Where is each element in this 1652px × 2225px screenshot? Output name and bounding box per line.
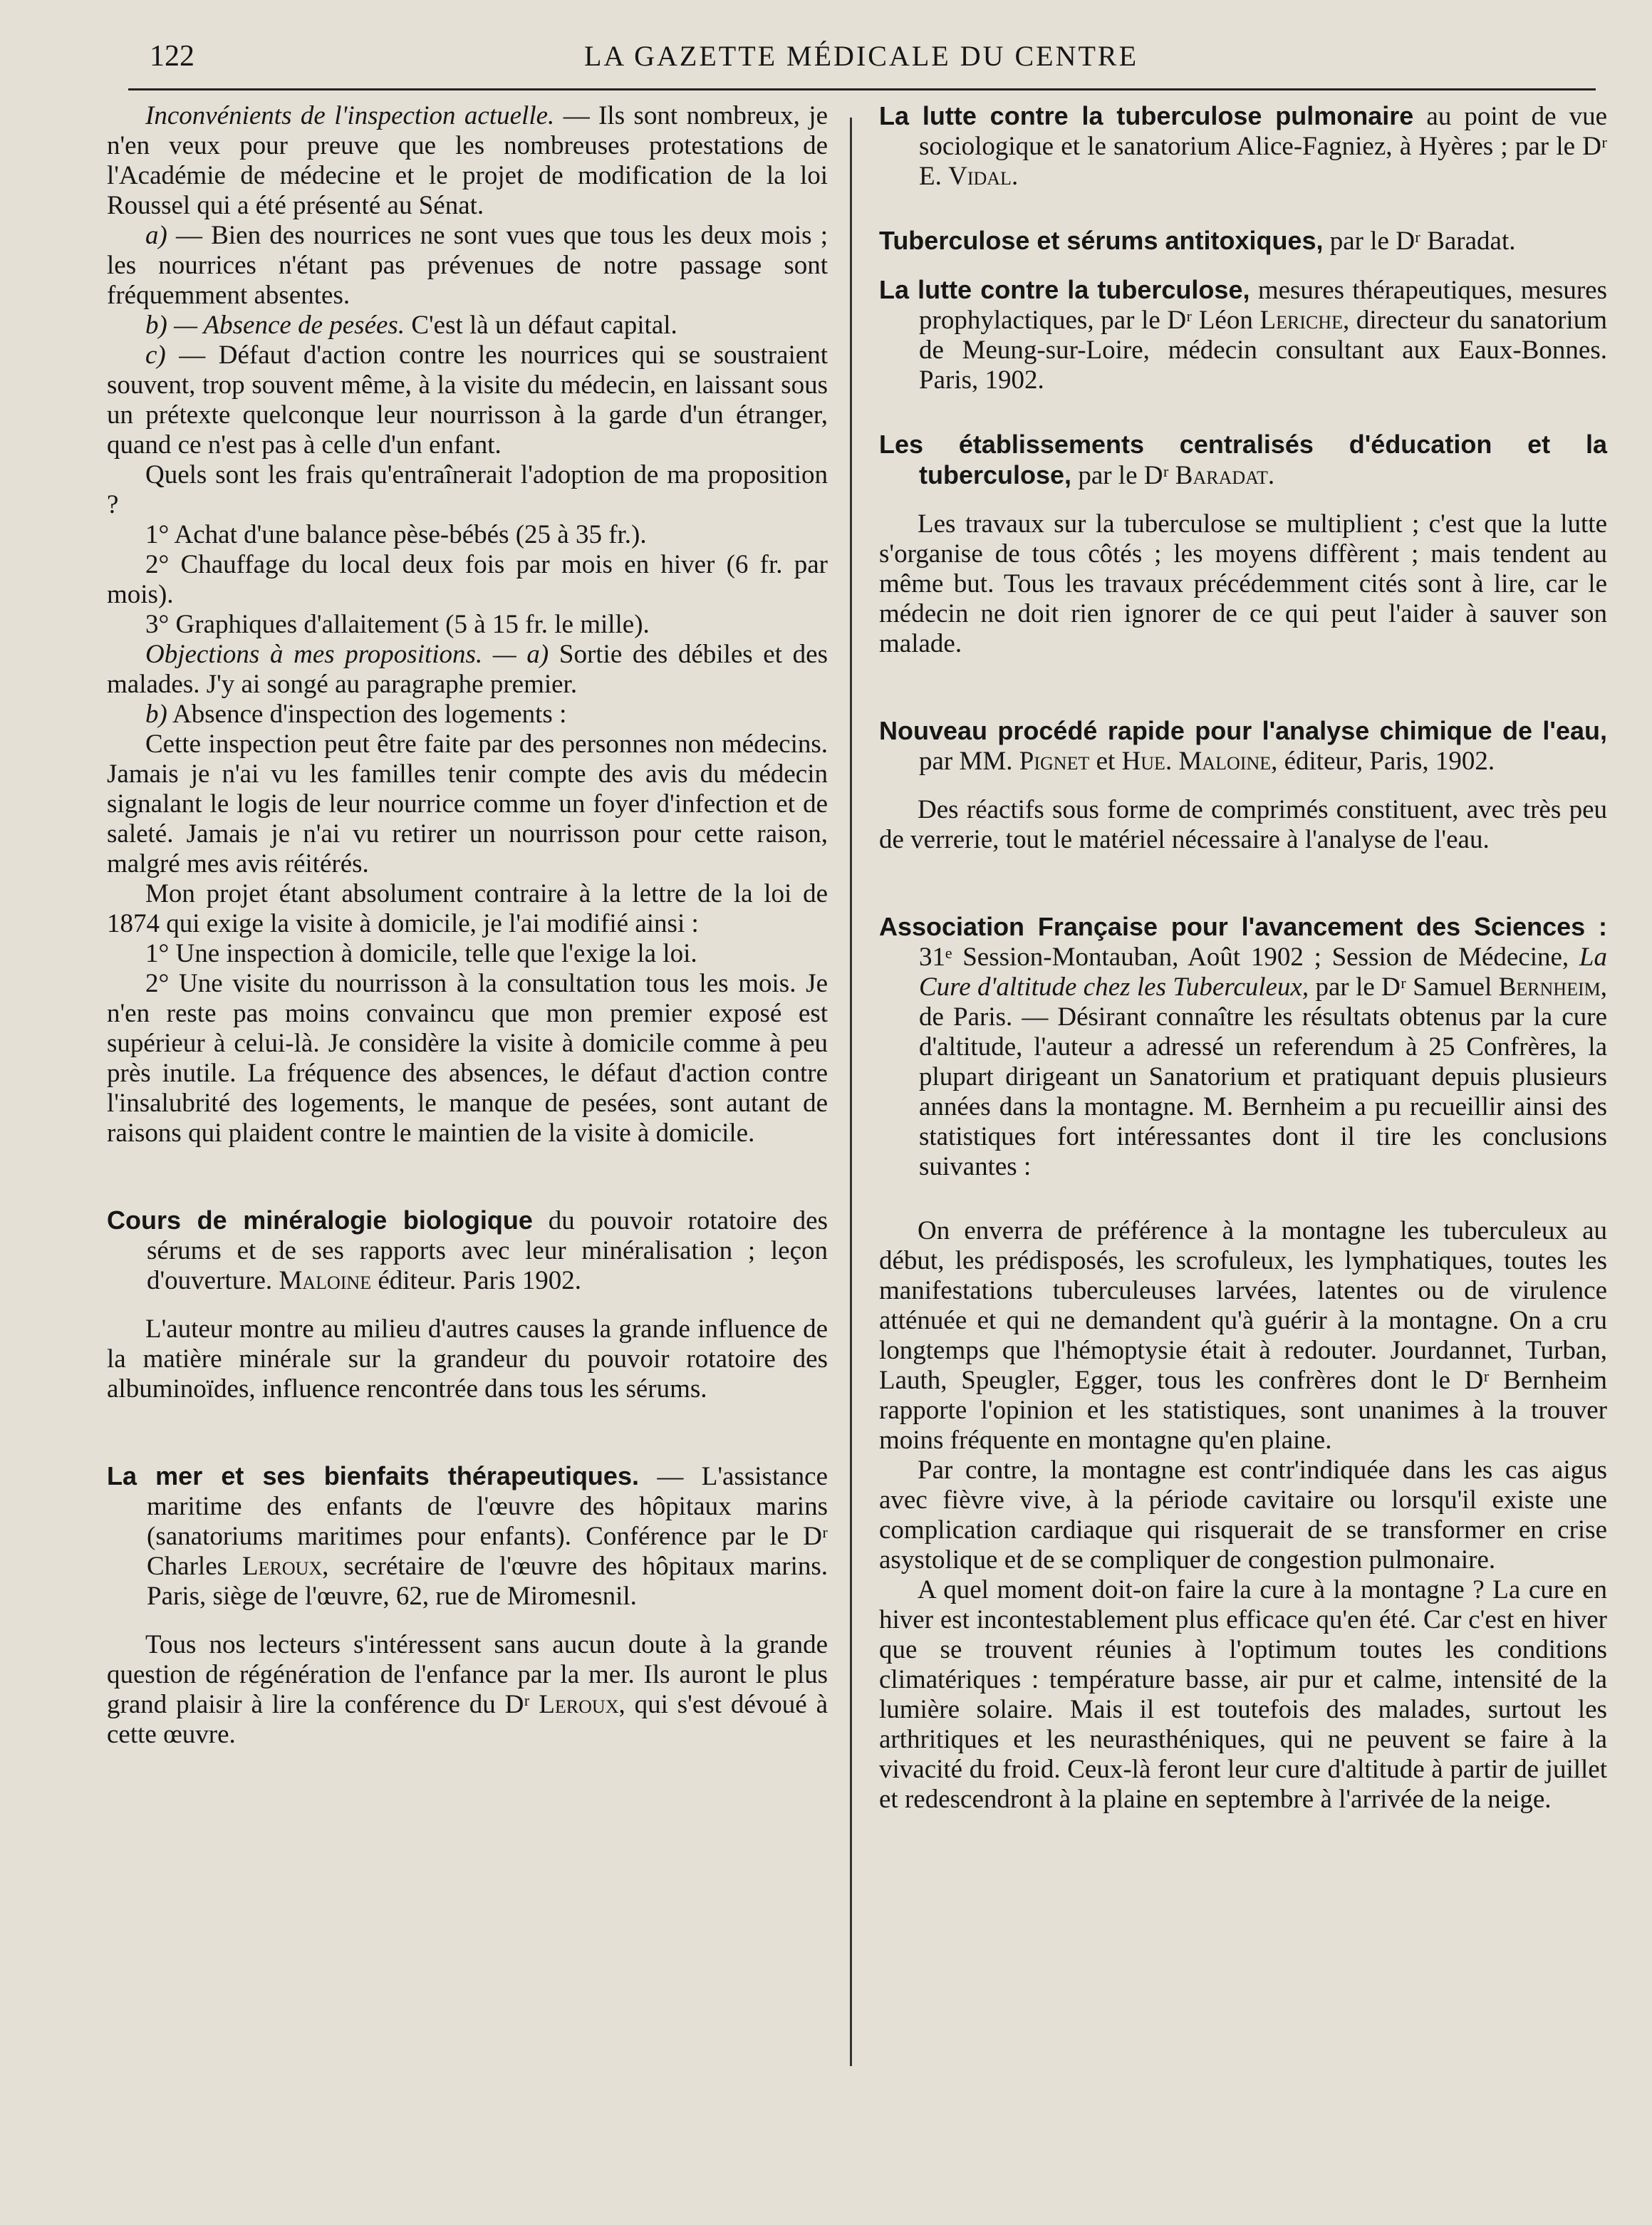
conclusion-3: A quel moment doit-on faire la cure à la montagne ? La cure en hiver est incontestablement plus efficace qu'en été. Car c'est en hiver que se trouvent réunies à l'optimum toutes les conditions climatériques : température basse, air pur et calme, intensité de la lumière solaire. Mais il est toutefois des malades, surtout les arthritiques et les neurasthéniques, qui ne peuvent se faire à la vivacité du froid. Ceux-là feront leur cure d'altitude à partir de juillet et redescendront à la plaine en septembre à l'arrivée de la neige.: [879, 1575, 1607, 1814]
entry-text: par MM.: [919, 747, 1019, 776]
journal-title: LA GAZETTE MÉDICALE DU CENTRE: [584, 40, 1139, 72]
inspection-intro-paragraph: [107, 101, 828, 221]
spacer: [107, 1612, 828, 1630]
entry-title: Tuberculose et sérums antitoxiques,: [879, 226, 1324, 255]
entry-title: Les établissements centralisés d'éducation et la tuberculose,: [879, 430, 1607, 489]
mer-entry: [107, 1461, 828, 1612]
entry-text: , directeur du sanatorium de Meung-sur-Loire, médecin consultant aux Eaux-Bonnes. Paris, 1902.: [919, 306, 1607, 395]
entry-text: éditeur. Paris 1902.: [371, 1266, 582, 1295]
section-heading: Objections à mes propositions.: [145, 640, 483, 669]
modification-1: 1° Une inspection à domicile, telle que l'exige la loi.: [145, 939, 697, 968]
spacer: [879, 855, 1607, 912]
author-name: Leroux: [539, 1690, 619, 1719]
summary-text: , qui s'est dévoué à cette œuvre.: [107, 1690, 828, 1749]
publisher-name: Maloine: [279, 1266, 372, 1295]
entry-title: Nouveau procédé rapide pour l'analyse chimique de l'eau,: [879, 716, 1607, 745]
author-name: Hue: [1121, 747, 1165, 776]
author-name: Bernheim: [1498, 973, 1601, 1002]
entry-title: Association Française pour l'avancement des Sciences :: [879, 912, 1607, 941]
mer-summary: [107, 1630, 828, 1750]
cost-item-3: 3° Graphiques d'allaitement (5 à 15 fr. le mille).: [145, 610, 650, 639]
entry-title: La lutte contre la tuberculose,: [879, 275, 1250, 304]
lutte-pulmonaire-entry: [879, 101, 1607, 192]
cours-entry: [107, 1205, 828, 1296]
lutte-tuberculose-entry: [879, 275, 1607, 395]
spacer: [879, 777, 1607, 795]
entry-text: .: [1011, 162, 1019, 191]
cost-item-2: 2° Chauffage du local deux fois par mois en hiver (6 fr. par mois).: [107, 550, 828, 609]
entry-text: , de Paris. — Désirant connaître les résultats obtenus par la cure d'altitude, l'auteur a adressé un referendum à 25 Confrères, la plupart dirigeant un Sanatorium et pratiquant depuis plusieurs années dans la montagne. M. Bernheim a pu recueillir ainsi des statistiques fort intéressantes dont il tire les conclusions suivantes :: [919, 973, 1607, 1181]
analyse-eau-summary: Des réactifs sous forme de comprimés constituent, avec très peu de verrerie, tout le matériel nécessaire à l'analyse de l'eau.: [879, 795, 1607, 854]
paragraph-text: Sortie des débiles et des malades. J'y ai songé au paragraphe premier.: [107, 640, 828, 699]
column-divider: [850, 118, 852, 2066]
left-column: [107, 101, 828, 1750]
cours-summary: L'auteur montre au milieu d'autres causes la grande influence de la matière minérale sur la grandeur du pouvoir rotatoire des albuminoïdes, influence rencontrée dans tous les sérums.: [107, 1314, 828, 1404]
entry-text: par le Dʳ Samuel: [1309, 973, 1499, 1002]
serums-entry: [879, 226, 1607, 256]
entry-text: et: [1089, 747, 1122, 776]
item-text: Absence d'inspection des logements :: [167, 700, 567, 729]
item-text: — Défaut d'action contre les nourrices qui se soustraient souvent, trop souvent même, à la visite du médecin, en laissant sous un prétexte quelconque leur nourrisson à la garde d'un étranger, quand ce n'est pas à celle d'un enfant.: [107, 341, 828, 460]
entry-title: La mer et ses bienfaits thérapeutiques.: [107, 1461, 639, 1490]
objection-b: [107, 700, 828, 730]
section-heading: Inconvénients de l'inspection actuelle.: [145, 101, 555, 130]
spacer: [879, 395, 1607, 430]
author-name: Vidal: [948, 162, 1012, 191]
spacer: [107, 1404, 828, 1461]
entry-text: .: [1165, 747, 1179, 776]
objections-paragraph: [107, 640, 828, 700]
entry-text: .: [1267, 461, 1275, 490]
entry-text: , éditeur, Paris, 1902.: [1271, 747, 1495, 776]
item-c: [107, 341, 828, 460]
spacer: [879, 491, 1607, 509]
modification-2: 2° Une visite du nourrisson à la consultation tous les mois. Je n'en reste pas moins convaincu que mon premier exposé est supérieur à celui-là. Je considère la visite à domicile comme à peu près inutile. La fréquence des absences, le défaut d'action contre l'insalubrité des logements, le manque de pesées, sont autant de raisons qui plaident contre le maintien de la visite à domicile.: [107, 969, 828, 1148]
page-number: 122: [150, 40, 194, 73]
entry-text: mesures thérapeutiques, mesures prophylactiques, par le Dʳ Léon: [919, 276, 1607, 335]
summary-text: Tous nos lecteurs s'intéressent sans aucun doute à la grande question de régénération de l'enfance par la mer. Ils auront le plus grand plaisir à lire la conférence du Dʳ: [107, 1630, 828, 1719]
spacer: [107, 1296, 828, 1314]
spacer: [879, 256, 1607, 275]
etablissements-summary: Les travaux sur la tuberculose se multiplient ; c'est que la lutte s'organise de tous côtés ; les moyens diffèrent ; mais tendent au même but. Tous les travaux précédemment cités sont à lire, car le médecin ne doit rien ignorer de ce qui peut l'aider à sauver son malade.: [879, 509, 1607, 658]
entry-title: La lutte contre la tuberculose pulmonaire: [879, 101, 1414, 130]
item-text: — Bien des nourrices ne sont vues que tous les deux mois ; les nourrices n'étant pas prévenues de notre passage sont fréquemment absentes.: [107, 221, 828, 310]
conclusion-2: Par contre, la montagne est contr'indiquée dans les cas aigus avec fièvre vive, à la période cavitaire ou lorsqu'il existe une complication cardiaque qui risquerait de se transformer en crise asystolique et de se compliquer de congestion pulmonaire.: [879, 1456, 1607, 1575]
entry-text: du pouvoir rotatoire des sérums et de ses rapports avec leur minéralisation ; leçon d'ouverture.: [147, 1206, 828, 1295]
item-label: b): [145, 311, 167, 340]
entry-text: par le Dʳ: [1071, 461, 1175, 490]
publisher-name: Maloine: [1178, 747, 1272, 776]
item-a: [107, 221, 828, 311]
item-label: a): [145, 221, 167, 250]
spacer: [879, 659, 1607, 716]
header-rule: [128, 88, 1596, 90]
conclusion-1: On enverra de préférence à la montagne les tuberculeux au début, les prédisposés, les scrofuleux, les lymphatiques, toutes les manifestations tuberculeuses larvées, latentes ou de virulence atténuée et qui ne demandent qu'à guérir à la montagne. On a cru longtemps que l'hémoptysie était à redouter. Jourdannet, Turban, Lauth, Speugler, Egger, tous les confrères dont le Dʳ Bernheim rapporte l'opinion et les statistiques, sont unanimes à la trouver moins fréquente en montagne qu'en plaine.: [879, 1216, 1607, 1455]
entry-text: par le Dʳ Baradat.: [1323, 227, 1516, 256]
item-b: [107, 311, 828, 341]
entry-text: — L'assistance maritime des enfants de l'œuvre des hôpitaux marins (sanatoriums maritimes pour enfants). Conférence par le Dʳ Charles: [147, 1462, 828, 1581]
costs-question: Quels sont les frais qu'entraînerait l'adoption de ma proposition ?: [107, 460, 828, 519]
inspection-paragraph: Cette inspection peut être faite par des personnes non médecins. Jamais je n'ai vu les familles tenir compte des avis du médecin signalant le logis de leur nourrice comme un foyer d'infection et de saleté. Jamais je n'ai vu retirer un nourrisson pour cette raison, malgré mes avis réitérés.: [107, 730, 828, 878]
entry-title: Cours de minéralogie biologique: [107, 1205, 533, 1235]
author-name: Pignet: [1019, 747, 1090, 776]
item-heading: — Absence de pesées.: [167, 311, 405, 340]
author-name: Leriche: [1259, 306, 1343, 335]
item-label: b): [145, 700, 167, 729]
author-name: Baradat: [1175, 461, 1268, 490]
paragraph-text: — Ils sont nombreux, je n'en veux pour preuve que les nombreuses protestations de l'Académie de médecine et le projet de modification de la loi Roussel qui a été présenté au Sénat.: [107, 101, 828, 220]
etablissements-entry: [879, 430, 1607, 491]
item-text: C'est là un défaut capital.: [405, 311, 677, 340]
projet-paragraph: Mon projet étant absolument contraire à la lettre de la loi de 1874 qui exige la visite à domicile, je l'ai modifié ainsi :: [107, 879, 828, 938]
entry-text: au point de vue sociologique et le sanatorium Alice-Fagniez, à Hyères ; par le Dʳ E.: [919, 102, 1608, 191]
entry-text: 31ᵉ Session-Montauban, Août 1902 ; Session de Médecine,: [919, 943, 1579, 972]
item-label: — a): [482, 640, 549, 669]
author-name: Leroux: [242, 1552, 323, 1581]
right-column: [879, 101, 1607, 1815]
spacer: [107, 1148, 828, 1205]
item-label: c): [145, 341, 166, 370]
work-title: La Cure d'altitude chez les Tuberculeux,: [919, 943, 1607, 1002]
analyse-eau-entry: [879, 716, 1607, 777]
entry-text: , secrétaire de l'œuvre des hôpitaux marins. Paris, siège de l'œuvre, 62, rue de Miromesnil.: [147, 1552, 828, 1611]
spacer: [879, 192, 1607, 226]
cost-item-1: 1° Achat d'une balance pèse-bébés (25 à 35 fr.).: [145, 520, 647, 549]
spacer: [879, 1182, 1607, 1216]
association-entry: [879, 912, 1607, 1182]
